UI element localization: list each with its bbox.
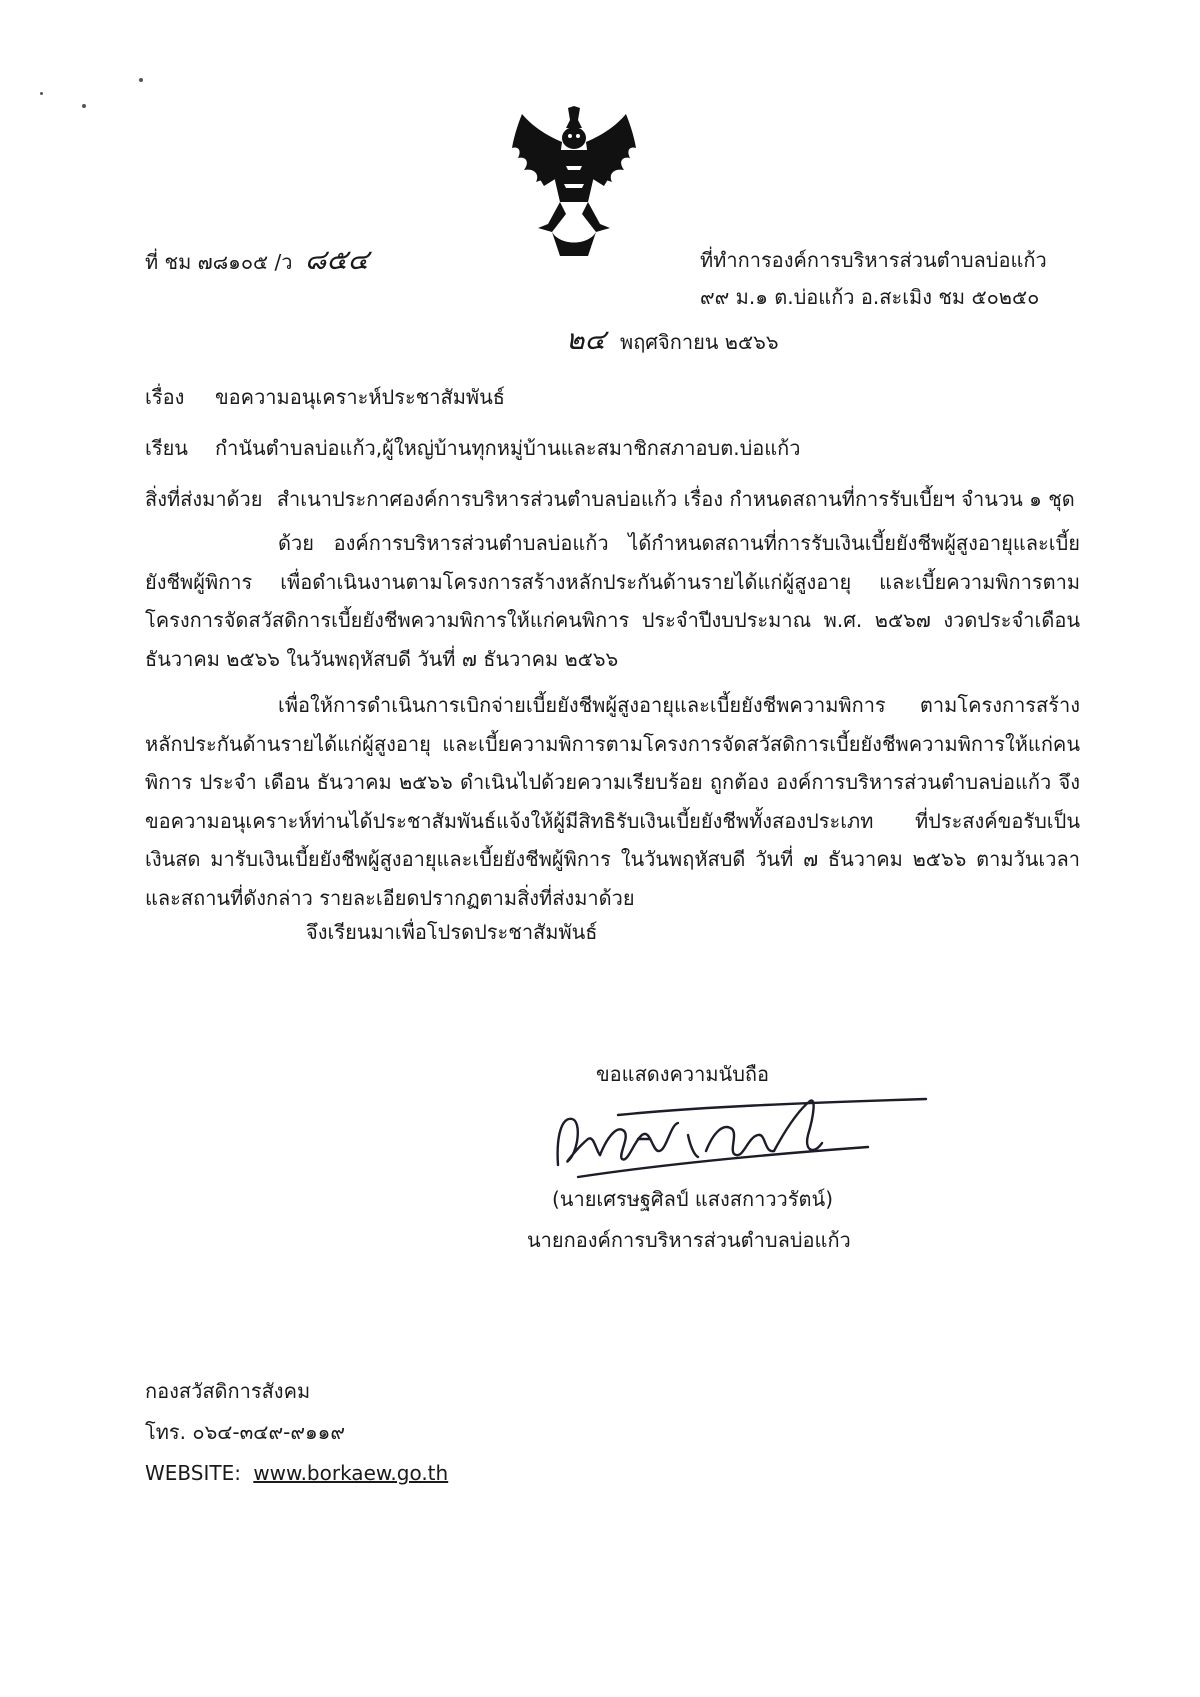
footer-website (145, 1459, 448, 1487)
website-label: WEBSITE: (145, 1461, 241, 1485)
closing-request: จึงเรียนมาเพื่อโปรดประชาสัมพันธ์ (306, 920, 598, 944)
addressee-line (145, 434, 801, 462)
website-link[interactable]: www.borkaew.go.th (253, 1461, 449, 1485)
scan-speck (82, 104, 86, 108)
enclosure-label: สิ่งที่ส่งมาด้วย (145, 487, 263, 511)
enclosure-line (145, 485, 1075, 513)
reference-number (145, 243, 369, 276)
reference-handwritten-number: ๘๕๔ (304, 243, 369, 276)
subject-line (145, 383, 505, 411)
footer-phone: โทร. ๐๖๔-๓๔๙-๙๑๑๙ (145, 1420, 345, 1444)
date-day-handwritten: ๒๔ (566, 323, 606, 356)
office-address-line2: ๙๙ ม.๑ ต.บ่อแก้ว อ.สะเมิง ชม ๕๐๒๕๐ (700, 285, 1040, 309)
signer-position: นายกองค์การบริหารส่วนตำบลบ่อแก้ว (527, 1228, 851, 1252)
signer-name: (นายเศรษฐศิลป์ แสงสกาววรัตน์) (552, 1187, 833, 1211)
subject-text: ขอความอนุเคราะห์ประชาสัมพันธ์ (215, 385, 505, 409)
letter-date (566, 323, 779, 356)
office-address-line1: ที่ทำการองค์การบริหารส่วนตำบลบ่อแก้ว (700, 248, 1047, 272)
reference-prefix: ที่ ชม ๗๘๑๐๕ /ว (145, 250, 293, 274)
date-month-year: พฤศจิกายน ๒๕๖๖ (620, 330, 779, 354)
complimentary-close: ขอแสดงความนับถือ (596, 1062, 770, 1086)
enclosure-text: สำเนาประกาศองค์การบริหารส่วนตำบลบ่อแก้ว เรื่อง กำหนดสถานที่การรับเบี้ยฯ จำนวน ๑ ชุด (276, 487, 1075, 511)
addressee-text: กำนันตำบลบ่อแก้ว,ผู้ใหญ่บ้านทุกหมู่บ้านและสมาชิกสภาอบต.บ่อแก้ว (215, 436, 801, 460)
body-paragraph-1: ด้วย องค์การบริหารส่วนตำบลบ่อแก้ว ได้กำหนดสถานที่การรับเงินเบี้ยยังชีพผู้สูงอายุและเบี้ยยังชีพผู้พิการ เพื่อดำเนินงานตามโครงการสร้างหลักประกันด้านรายได้แก่ผู้สูงอายุ และเบี้ยความพิการตามโครงการจัดสวัสดิการเบี้ยยังชีพความพิการให้แก่คนพิการ ประจำปีงบประมาณ พ.ศ. ๒๕๖๗ งวดประจำเดือน ธันวาคม ๒๕๖๖ ในวันพฤหัสบดี วันที่ ๗ ธันวาคม ๒๕๖๖ (145, 531, 1080, 671)
subject-label: เรื่อง (145, 385, 185, 409)
scan-speck (40, 92, 43, 95)
handwritten-signature-icon (538, 1095, 928, 1185)
addressee-label: เรียน (145, 436, 188, 460)
body-paragraph-2: เพื่อให้การดำเนินการเบิกจ่ายเบี้ยยังชีพผู้สูงอายุและเบี้ยยังชีพความพิการ ตามโครงการสร้างหลักประกันด้านรายได้แก่ผู้สูงอายุ และเบี้ยความพิการตามโครงการจัดสวัสดิการเบี้ยยังชีพความพิการให้แก่คนพิการ ประจำ เดือน ธันวาคม ๒๕๖๖ ดำเนินไปด้วยความเรียบร้อย ถูกต้อง องค์การบริหารส่วนตำบลบ่อแก้ว จึงขอความอนุเคราะห์ท่านได้ประชาสัมพันธ์แจ้งให้ผู้มีสิทธิรับเงินเบี้ยยังชีพทั้งสองประเภท ที่ประสงค์ขอรับเป็นเงินสด มารับเงินเบี้ยยังชีพผู้สูงอายุและเบี้ยยังชีพผู้พิการ ในวันพฤหัสบดี วันที่ ๗ ธันวาคม ๒๕๖๖ ตามวันเวลาและสถานที่ดังกล่าว รายละเอียดปรากฏตามสิ่งที่ส่งมาด้วย (145, 693, 1080, 910)
garuda-emblem-icon (508, 106, 640, 258)
scan-speck (139, 78, 143, 82)
footer-department: กองสวัสดิการสังคม (145, 1379, 311, 1403)
